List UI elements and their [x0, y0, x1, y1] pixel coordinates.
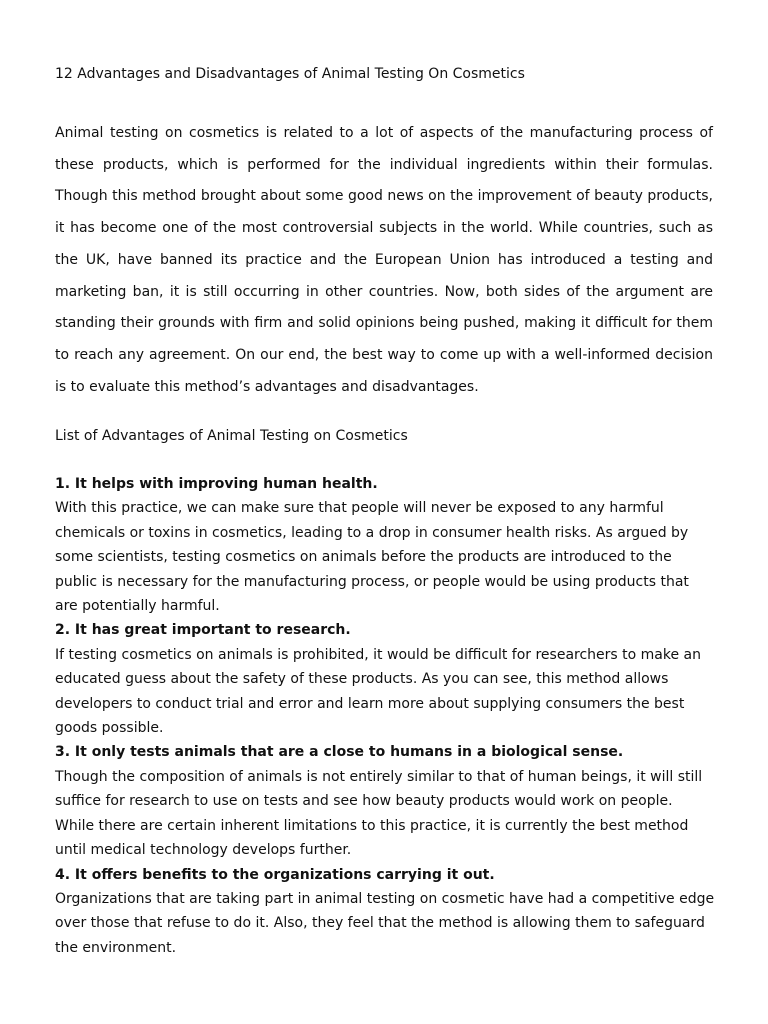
intro-paragraph: Animal testing on cosmetics is related to a lot of aspects of the manufacturing process of these products, which is performed for the individual ingredients within their formulas. Though this method brought about some good news on the improvement of beauty products, it has become one of the most controversial subjects in the world. While countries, such as the UK, have banned its practice and the European Union has introduced a testing and marketing ban, it is still occurring in other countries. Now, both sides of the argument are standing their grounds with firm and solid opinions being pushed, making it difficult for them to reach any agreement. On our end, the best way to come up with a well-informed decision is to evaluate this method’s advantages and disadvantages.	[55, 125, 713, 395]
advantage-body: With this practice, we can make sure that people will never be exposed to any harmful chemicals or toxins in cosmetics, leading to a drop in consumer health risks. As argued by some scientists, testing cosmetics on animals before the products are introduced to the public is necessary for the manufacturing process, or people would be using products that are potentially harmful.	[55, 500, 689, 615]
advantages-heading: List of Advantages of Animal Testing on Cosmetics	[55, 428, 408, 444]
advantage-item	[55, 863, 715, 961]
advantage-heading: 4. It offers benefits to the organizations carrying it out.	[55, 866, 495, 883]
advantage-body: If testing cosmetics on animals is prohibited, it would be difficult for researchers to make an educated guess about the safety of these products. As you can see, this method allows developers to conduct trial and error and learn more about supplying consumers the best goods possible.	[55, 646, 701, 737]
advantage-item	[55, 472, 715, 618]
advantage-body: Though the composition of animals is not entirely similar to that of human beings, it will still suffice for research to use on tests and see how beauty products would work on people. While there are certain inherent limitations to this practice, it is currently the best method until medical technology develops further.	[55, 768, 703, 859]
advantages-list	[55, 472, 715, 960]
advantage-heading: 3. It only tests animals that are a close to humans in a biological sense.	[55, 744, 624, 761]
advantage-item	[55, 740, 715, 862]
advantage-item	[55, 618, 715, 740]
advantage-heading: 2. It has great important to research.	[55, 622, 351, 639]
advantage-body: Organizations that are taking part in animal testing on cosmetic have had a competitive edge over those that refuse to do it. Also, they feel that the method is allowing them to safeguard the environment.	[55, 890, 715, 956]
advantage-heading: 1. It helps with improving human health.	[55, 476, 378, 492]
document-title: 12 Advantages and Disadvantages of Animal Testing On Cosmetics	[55, 66, 525, 82]
